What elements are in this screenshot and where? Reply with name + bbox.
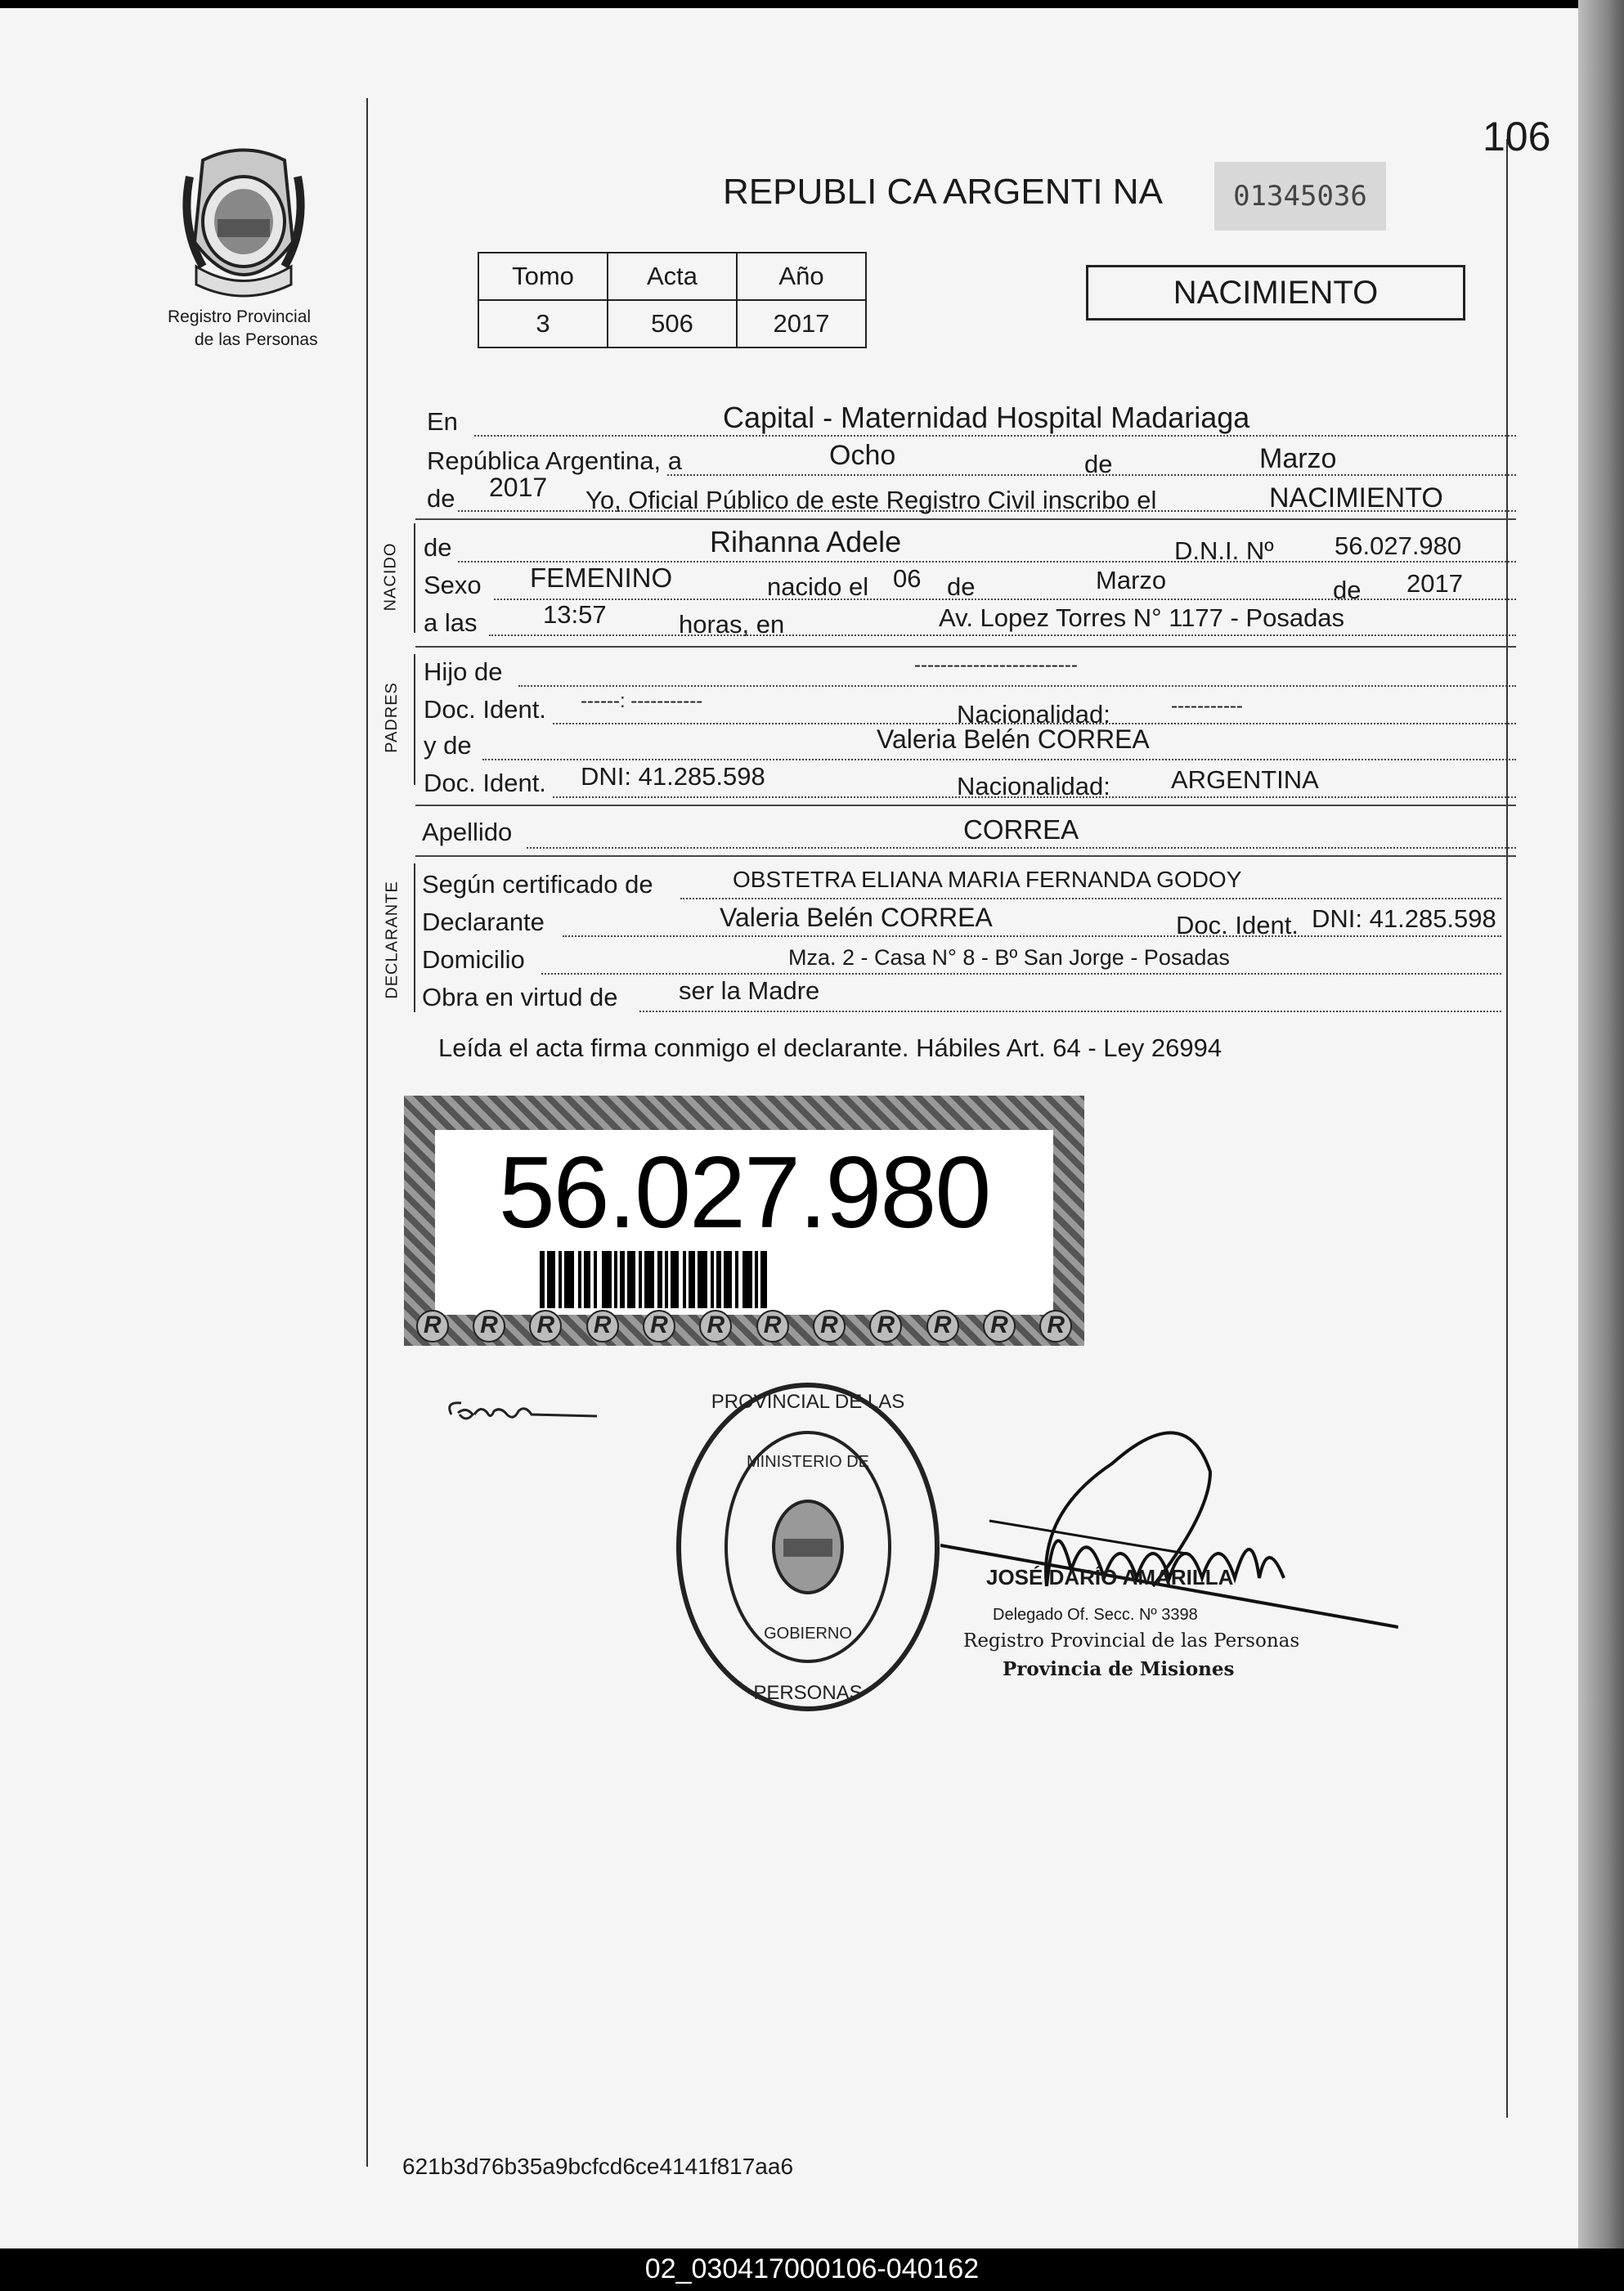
mother-doc: DNI: 41.285.598 — [581, 762, 765, 791]
barcode-bar — [644, 1251, 654, 1308]
barcode-bar — [742, 1251, 752, 1308]
barcode-bar — [578, 1251, 581, 1308]
barcode-number: 56.027.980 — [498, 1137, 990, 1249]
declarant-signature-image — [442, 1390, 605, 1431]
barcode-bar — [620, 1251, 625, 1308]
record-year: 2017 — [489, 473, 548, 502]
official-role: Delegado Of. Secc. Nº 3398 — [993, 1606, 1198, 1624]
security-r-icon: R — [756, 1310, 789, 1343]
barcode-bar — [657, 1251, 662, 1308]
record-type-value: NACIMIENTO — [1269, 482, 1443, 513]
book-header-acta: Acta — [608, 253, 737, 300]
republica-month: Marzo — [1259, 443, 1337, 474]
en-label: En — [427, 407, 458, 436]
domicilio-line — [541, 973, 1501, 975]
domicilio-value: Mza. 2 - Casa N° 8 - Bº San Jorge - Posadas — [788, 945, 1230, 970]
security-pattern — [404, 1307, 1084, 1346]
declarante-value: Valeria Belén CORREA — [720, 903, 993, 932]
birth-de-a: de — [947, 572, 976, 601]
doc1-label: Doc. Ident. — [424, 695, 546, 724]
barcode-bar — [671, 1251, 679, 1308]
barcode-bar — [639, 1251, 642, 1308]
father-name-blank: ------------------------- — [914, 654, 1078, 676]
nacido-bracket — [414, 523, 415, 633]
barcode-panel — [435, 1130, 1053, 1315]
book-value-acta: 506 — [608, 300, 737, 347]
barcode-bar — [665, 1251, 668, 1308]
barcode-bar — [594, 1251, 597, 1308]
nacido-de-label: de — [424, 533, 452, 562]
separator-2 — [415, 646, 1516, 648]
security-r-icon: R — [869, 1310, 902, 1343]
barcode-bar — [760, 1251, 767, 1308]
separator-3 — [415, 805, 1516, 806]
security-r-icon: R — [813, 1310, 846, 1343]
provincial-logo — [178, 144, 309, 299]
document-hash: 621b3d76b35a9bcfcd6ce4141f817aa6 — [402, 2154, 794, 2179]
republica-day: Ocho — [829, 440, 896, 471]
nacionalidad2-label: Nacionalidad: — [957, 772, 1110, 800]
apellido-line — [527, 847, 1516, 849]
nacido-el-label: nacido el — [767, 572, 869, 601]
declarant-signature — [442, 1390, 605, 1435]
separator-4 — [415, 855, 1516, 857]
obra-value: ser la Madre — [679, 976, 820, 1005]
alas-line — [489, 634, 1516, 636]
official-province: Provincia de Misiones — [1003, 1658, 1235, 1680]
republica-label: República Argentina, a — [427, 446, 682, 475]
document-page — [0, 8, 1599, 2248]
barcode-bar — [547, 1251, 555, 1308]
y-de-label: y de — [424, 731, 472, 760]
official-org: Registro Provincial de las Personas — [963, 1630, 1300, 1652]
barcode-bar — [614, 1251, 617, 1308]
page-number: 106 — [1483, 114, 1551, 159]
section-padres-label: PADRES — [382, 682, 401, 753]
svg-text:GOBIERNO: GOBIERNO — [764, 1625, 852, 1643]
mother-nationality: ARGENTINA — [1171, 765, 1319, 794]
dni-label: D.N.I. Nº — [1174, 536, 1274, 565]
serial-number: 01345036 — [1214, 162, 1386, 231]
security-r-icon: R — [926, 1310, 959, 1343]
obra-label: Obra en virtud de — [422, 983, 618, 1011]
declarante-doc-label: Doc. Ident. — [1176, 911, 1299, 939]
declarante-line — [563, 935, 1501, 937]
nacionalidad1-label: Nacionalidad: — [957, 700, 1110, 729]
barcode-bar — [584, 1251, 590, 1308]
barcode-bar — [564, 1251, 574, 1308]
padres-bracket — [414, 654, 415, 785]
svg-text:MINISTERIO DE: MINISTERIO DE — [746, 1453, 870, 1471]
alas-label: a las — [424, 608, 478, 637]
security-r-icon: R — [983, 1310, 1016, 1343]
mother-line — [482, 759, 1516, 760]
closing-statement: Leída el acta firma conmigo el declarante. Hábiles Art. 64 - Ley 26994 — [438, 1033, 1222, 1062]
child-dni: 56.027.980 — [1335, 531, 1462, 560]
horas-en-label: horas, en — [679, 610, 785, 639]
birth-day: 06 — [893, 564, 922, 593]
certificado-line — [680, 898, 1501, 899]
barcode-bar — [724, 1251, 732, 1308]
mother-name: Valeria Belén CORREA — [877, 724, 1150, 754]
hijo-line — [518, 685, 1516, 687]
declarante-label: Declarante — [422, 908, 545, 936]
child-name: Rihanna Adele — [710, 525, 902, 558]
official-statement: Yo, Oficial Público de este Registro Civil inscribo el — [585, 486, 1157, 514]
barcode-bar — [698, 1251, 707, 1308]
republica-de1: de — [1084, 450, 1113, 478]
barcode-bar — [711, 1251, 714, 1308]
father-doc-blank: ------: ----------- — [581, 690, 703, 712]
birth-place: Av. Lopez Torres N° 1177 - Posadas — [939, 603, 1345, 632]
en-value: Capital - Maternidad Hospital Madariaga — [723, 401, 1250, 434]
certificado-label: Según certificado de — [422, 870, 653, 899]
birth-month: Marzo — [1096, 566, 1167, 594]
doc2-label: Doc. Ident. — [424, 769, 546, 797]
official-stamp — [669, 1375, 947, 1723]
security-r-icon: R — [699, 1310, 732, 1343]
security-r-icon: R — [473, 1310, 505, 1343]
apellido-value: CORREA — [963, 814, 1079, 845]
domicilio-label: Domicilio — [422, 945, 525, 974]
left-margin-rule — [366, 98, 368, 2167]
book-reference-table — [478, 252, 867, 348]
apellido-label: Apellido — [422, 818, 513, 846]
barcode-bar — [735, 1251, 738, 1308]
sexo-value: FEMENINO — [530, 563, 673, 593]
security-r-icon: R — [1039, 1310, 1072, 1343]
declarante-bracket — [414, 863, 415, 1012]
svg-text:PERSONAS: PERSONAS — [753, 1682, 863, 1704]
registry-seal-icon — [669, 1375, 947, 1719]
security-r-icon: R — [416, 1310, 449, 1343]
separator-1 — [415, 518, 1516, 520]
en-line — [474, 435, 1516, 437]
barcode-bar — [559, 1251, 562, 1308]
sexo-line — [494, 599, 1516, 600]
section-declarante-label: DECLARANTE — [383, 881, 402, 999]
section-nacido-label: NACIDO — [381, 542, 400, 612]
barcode-bar — [755, 1251, 758, 1308]
birth-de-b: de — [1333, 576, 1362, 604]
svg-text:PROVINCIAL DE LAS: PROVINCIAL DE LAS — [711, 1391, 905, 1413]
barcode-bar — [627, 1251, 635, 1308]
security-r-icon: R — [643, 1310, 675, 1343]
barcode-bar — [683, 1251, 686, 1308]
record-type-box: NACIMIENTO — [1086, 265, 1465, 321]
sexo-label: Sexo — [424, 571, 482, 599]
book-value-tomo: 3 — [478, 300, 608, 347]
barcode-bar — [689, 1251, 695, 1308]
book-value-ano: 2017 — [737, 300, 866, 347]
logo-caption-line2: de las Personas — [195, 330, 318, 349]
barcode-bar — [602, 1251, 612, 1308]
obra-line — [639, 1011, 1501, 1012]
father-nationality-blank: ----------- — [1171, 695, 1243, 717]
certificado-value: OBSTETRA ELIANA MARIA FERNANDA GODOY — [733, 867, 1242, 892]
hijo-de-label: Hijo de — [424, 657, 503, 686]
book-header-tomo: Tomo — [478, 253, 608, 300]
country-title: REPUBLI CA ARGENTI NA — [723, 172, 1163, 212]
footer-code: 02_030417000106-040162 — [644, 2253, 980, 2284]
logo-caption-line1: Registro Provincial — [168, 307, 312, 326]
coat-of-arms-icon — [178, 144, 309, 299]
page-edge-shadow — [1578, 0, 1624, 2248]
book-header-ano: Año — [737, 253, 866, 300]
birth-time: 13:57 — [543, 600, 607, 629]
barcode-bars-icon — [540, 1251, 949, 1308]
year-prefix-label: de — [427, 484, 455, 513]
barcode-bar — [716, 1251, 721, 1308]
security-r-icon: R — [529, 1310, 562, 1343]
barcode-bar — [540, 1251, 545, 1308]
official-name: JOSÉ DARÍO AMARILLA — [986, 1565, 1234, 1589]
barcode-plate — [404, 1096, 1084, 1346]
declarante-doc: DNI: 41.285.598 — [1312, 904, 1496, 933]
birth-year: 2017 — [1406, 569, 1463, 598]
security-r-icon: R — [586, 1310, 619, 1343]
